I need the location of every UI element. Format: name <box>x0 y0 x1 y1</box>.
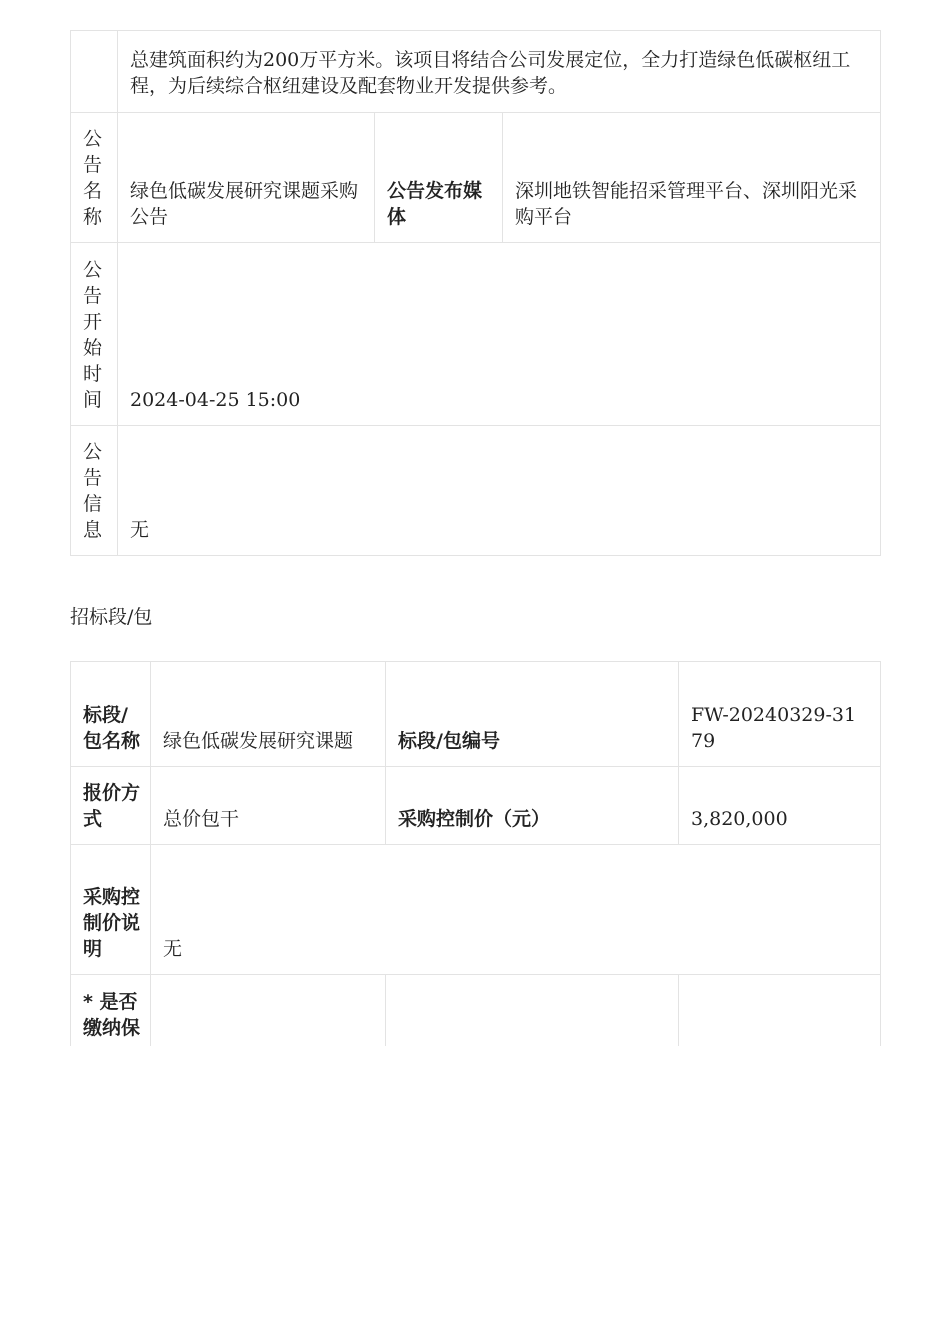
page-blank-area <box>0 1046 950 1344</box>
publish-media-label: 公告发布媒体 <box>375 113 503 243</box>
lot-table <box>70 661 881 1105</box>
announcement-info-value: 无 <box>118 426 881 556</box>
announcement-info-row <box>71 426 881 556</box>
control-price-label: 采购控制价（元） <box>386 767 679 845</box>
control-note-row <box>71 845 881 975</box>
description-label-cell <box>71 31 118 113</box>
lot-code-label: 标段/包编号 <box>386 662 679 767</box>
announcement-name-label: 公告名称 <box>71 113 118 243</box>
publish-media-value: 深圳地铁智能招采管理平台、深圳阳光采购平台 <box>503 113 881 243</box>
announcement-info-label: 公告信息 <box>71 426 118 556</box>
start-time-label: 公告开始时间 <box>71 243 118 426</box>
quote-row <box>71 767 881 845</box>
quote-method-value: 总价包干 <box>151 767 386 845</box>
quote-method-label: 报价方式 <box>71 767 151 845</box>
announcement-name-value: 绿色低碳发展研究课题采购公告 <box>118 113 375 243</box>
lot-code-value: FW-20240329-3179 <box>679 662 881 767</box>
start-time-row <box>71 243 881 426</box>
description-row <box>71 31 881 113</box>
control-price-value: 3,820,000 <box>679 767 881 845</box>
control-note-value: 无 <box>151 845 881 975</box>
section-title-lots: 招标段/包 <box>70 606 153 628</box>
lot-name-value: 绿色低碳发展研究课题 <box>151 662 386 767</box>
lot-name-row <box>71 662 881 767</box>
lot-name-label: 标段/包名称 <box>71 662 151 767</box>
start-time-value: 2024-04-25 15:00 <box>118 243 881 426</box>
description-text: 总建筑面积约为200万平方米。该项目将结合公司发展定位，全力打造绿色低碳枢纽工程，为后续综合枢纽建设及配套物业开发提供参考。 <box>118 31 881 113</box>
announcement-name-row <box>71 113 881 243</box>
control-note-label: 采购控制价说明 <box>71 845 151 975</box>
announcement-table <box>70 30 881 556</box>
deposit-label: * 是否缴纳保 <box>71 975 151 1105</box>
